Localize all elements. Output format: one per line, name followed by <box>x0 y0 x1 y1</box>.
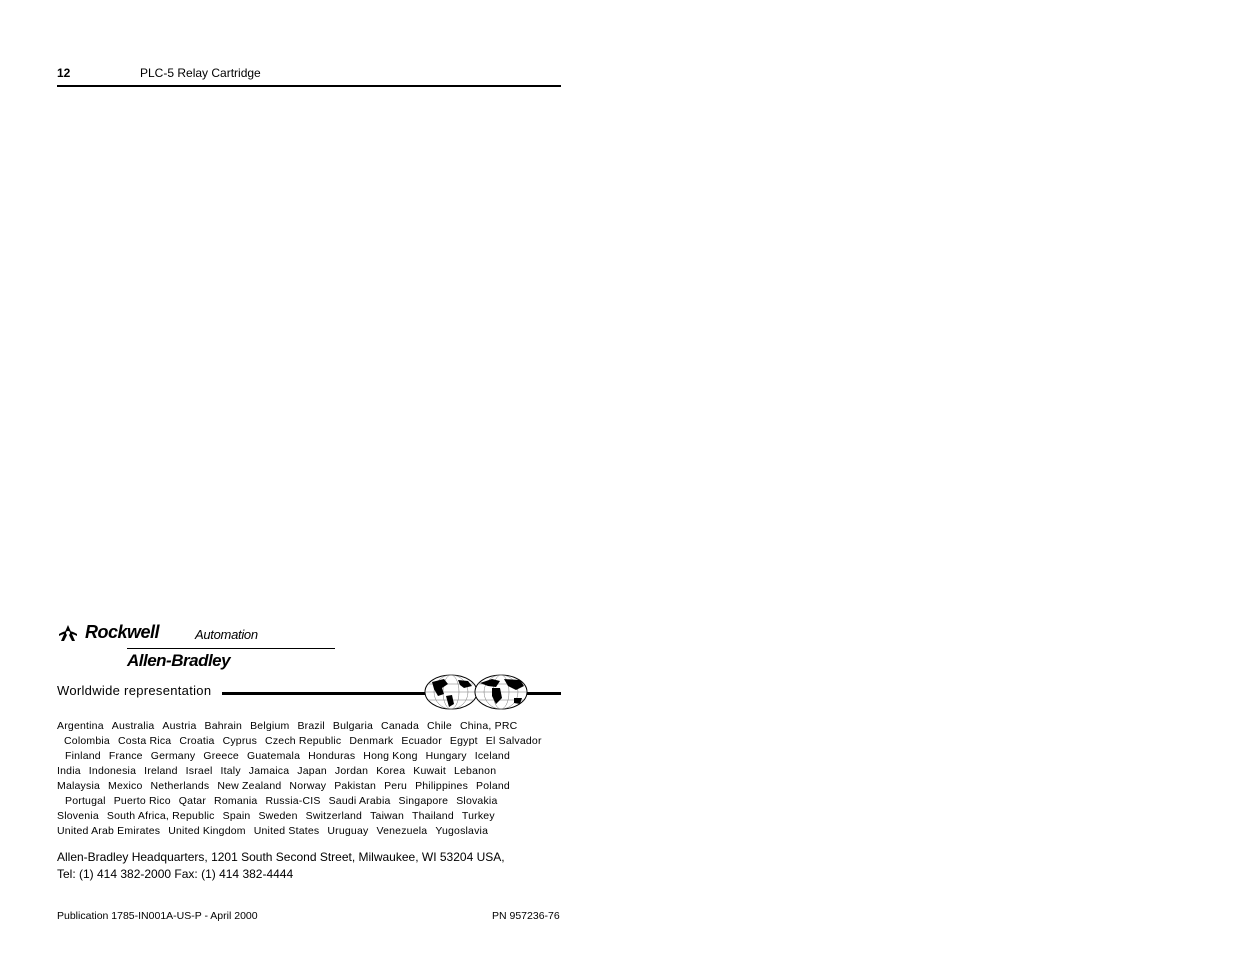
country: Norway <box>289 780 327 792</box>
country: New Zealand <box>217 780 282 792</box>
country: Croatia <box>179 735 215 747</box>
country: Hungary <box>425 750 467 762</box>
country: Ecuador <box>401 735 442 747</box>
country: Romania <box>214 795 258 807</box>
country: Canada <box>381 720 420 732</box>
country: Indonesia <box>88 765 137 777</box>
rockwell-wordmark: Rockwell <box>85 622 160 642</box>
country: Bahrain <box>204 720 243 732</box>
country: Jamaica <box>248 765 290 777</box>
country: United States <box>253 825 320 837</box>
country: South Africa, Republic <box>106 810 215 822</box>
worldwide-representation-label: Worldwide representation <box>57 683 212 698</box>
country: Brazil <box>297 720 325 732</box>
country: Austria <box>162 720 197 732</box>
country: United Arab Emirates <box>57 825 161 837</box>
country: Greece <box>203 750 239 762</box>
country: Denmark <box>349 735 394 747</box>
country: Turkey <box>461 810 495 822</box>
country: Switzerland <box>305 810 363 822</box>
country: Philippines <box>415 780 469 792</box>
country: Costa Rica <box>117 735 172 747</box>
country: El Salvador <box>485 735 542 747</box>
headquarters-phone: Tel: (1) 414 382-2000 Fax: (1) 414 382-4444 <box>57 867 294 881</box>
country: Egypt <box>449 735 478 747</box>
country: Singapore <box>398 795 449 807</box>
globe-icon <box>474 674 528 710</box>
country: Taiwan <box>370 810 404 822</box>
country: Bulgaria <box>332 720 374 732</box>
country: Peru <box>384 780 408 792</box>
allen-bradley-wordmark: Allen-Bradley <box>127 651 231 670</box>
country: Netherlands <box>150 780 210 792</box>
running-title: PLC-5 Relay Cartridge <box>140 66 261 80</box>
country: India <box>57 765 81 777</box>
header-rule <box>57 85 561 87</box>
page-number: 12 <box>57 66 71 80</box>
country: Chile <box>427 720 452 732</box>
headquarters-block <box>57 849 505 883</box>
country: Lebanon <box>453 765 497 777</box>
country: Pakistan <box>334 780 377 792</box>
country: Venezuela <box>376 825 428 837</box>
country: Yugoslavia <box>435 825 489 837</box>
country: Finland <box>65 750 101 762</box>
part-number: PN 957236-76 <box>492 910 560 922</box>
country: Poland <box>476 780 510 792</box>
automation-wordmark: Automation <box>195 627 258 642</box>
country: Korea <box>376 765 406 777</box>
country: Qatar <box>178 795 207 807</box>
rockwell-allen-bradley-logo <box>57 622 337 672</box>
country: Saudi Arabia <box>328 795 391 807</box>
country: Colombia <box>64 735 110 747</box>
country-line <box>57 779 563 794</box>
country-line <box>57 719 563 734</box>
country: Australia <box>111 720 155 732</box>
country: Thailand <box>412 810 454 822</box>
country: Italy <box>220 765 241 777</box>
country: Spain <box>222 810 251 822</box>
country: France <box>108 750 143 762</box>
headquarters-address: Allen-Bradley Headquarters, 1201 South Second Street, Milwaukee, WI 53204 USA, <box>57 850 505 864</box>
country: Ireland <box>144 765 178 777</box>
country: Puerto Rico <box>113 795 171 807</box>
country: Hong Kong <box>363 750 418 762</box>
country: Iceland <box>474 750 510 762</box>
country-line <box>57 734 563 749</box>
country: Guatemala <box>246 750 301 762</box>
country: Slovenia <box>57 810 99 822</box>
country: Russia-CIS <box>265 795 321 807</box>
country-line <box>57 749 563 764</box>
country: Honduras <box>308 750 356 762</box>
country: Jordan <box>334 765 369 777</box>
country: Argentina <box>57 720 104 732</box>
country: Uruguay <box>327 825 369 837</box>
country-list <box>57 719 563 839</box>
country: Malaysia <box>57 780 101 792</box>
publication-number: Publication 1785-IN001A-US-P - April 2000 <box>57 910 258 922</box>
country: Israel <box>185 765 213 777</box>
country: Sweden <box>258 810 298 822</box>
country-line <box>57 824 563 839</box>
country: China, PRC <box>459 720 518 732</box>
country: Cyprus <box>222 735 258 747</box>
country-line <box>57 764 563 779</box>
globe-icon <box>424 674 478 710</box>
country: Czech Republic <box>265 735 342 747</box>
country: Germany <box>150 750 196 762</box>
country-line <box>57 794 563 809</box>
country: United Kingdom <box>168 825 246 837</box>
country: Belgium <box>250 720 290 732</box>
country: Kuwait <box>413 765 446 777</box>
country: Japan <box>297 765 327 777</box>
country-line <box>57 809 563 824</box>
country: Mexico <box>108 780 143 792</box>
rockwell-icon <box>57 624 79 644</box>
country: Slovakia <box>456 795 498 807</box>
logo-divider <box>127 648 335 649</box>
country: Portugal <box>65 795 106 807</box>
